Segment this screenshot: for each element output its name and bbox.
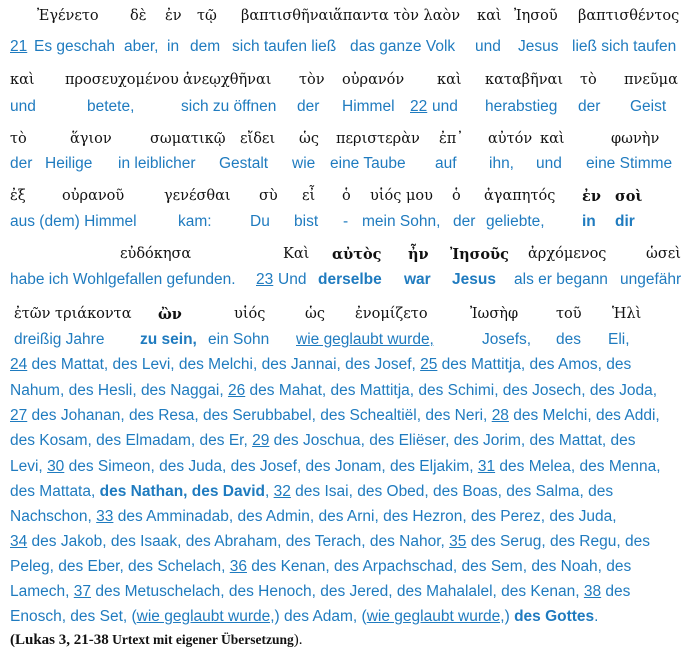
german-word: der <box>10 155 33 172</box>
line-text: , <box>265 483 274 500</box>
greek-word: εἴδει <box>240 131 276 147</box>
verse-number: 28 <box>491 407 509 424</box>
line-text-underlined: wie geglaubt wurde, <box>136 608 275 625</box>
greek-word: σὺ <box>259 188 278 204</box>
german-word: geliebte, <box>486 213 545 230</box>
line-text: des Joschua, des Eliëser, des Jorim, des Mattat, des <box>269 432 636 449</box>
verse-number: 30 <box>47 458 65 475</box>
verse-number: 32 <box>273 483 291 500</box>
german-word: und <box>475 38 501 55</box>
verse-number: 36 <box>229 558 247 575</box>
greek-word: φωνὴν <box>611 131 660 147</box>
line-text: des Jakob, des Isaak, des Abraham, des Terach, des Nahor, <box>27 533 450 550</box>
german-word: herabstieg <box>485 98 558 115</box>
german-word: und <box>10 98 36 115</box>
german-word: zu sein, <box>140 331 197 348</box>
line-text: ) des Adam, ( <box>274 608 367 625</box>
verse-number: 33 <box>96 508 114 525</box>
german-word: bist <box>294 213 319 230</box>
line-text: ) <box>504 608 515 625</box>
greek-word: Ἰωσὴφ <box>470 306 519 322</box>
greek-word: Ἰησοῦ <box>514 8 558 24</box>
citation-ref: (Lukas 3, 21-38 <box>10 632 109 648</box>
line-text: Levi, <box>10 458 48 475</box>
greek-word: ὡσεὶ <box>646 246 681 262</box>
genealogy-line <box>10 356 631 374</box>
german-word: Heilige <box>45 155 93 172</box>
line-text: des Kosam, des Elmadam, des Er, <box>10 432 253 449</box>
greek-word: Καὶ <box>283 246 310 262</box>
greek-word: καὶ <box>437 72 462 88</box>
greek-word: ὡς <box>299 131 319 147</box>
verse-number: 21 <box>10 38 28 55</box>
verse-number: 27 <box>10 407 28 424</box>
greek-word: σοὶ <box>615 188 643 205</box>
greek-word: Ἡλὶ <box>612 306 642 322</box>
german-word: Himmel <box>342 98 395 115</box>
german-word: sich taufen ließ <box>232 38 337 55</box>
german-word: in <box>167 38 180 55</box>
german-word: - <box>343 213 349 230</box>
german-word: dem <box>190 38 221 55</box>
german-word: Gestalt <box>219 155 269 172</box>
greek-word: τὸ <box>580 72 597 88</box>
german-word: der <box>453 213 476 230</box>
german-word: des <box>556 331 581 348</box>
greek-word: καὶ <box>540 131 565 147</box>
genealogy-line <box>10 483 613 501</box>
greek-word: οὐρανοῦ <box>62 188 125 204</box>
german-word: Jesus <box>452 271 496 288</box>
verse-number: 38 <box>583 583 602 600</box>
greek-word: δὲ <box>130 8 147 24</box>
line-text-underlined: wie geglaubt wurde, <box>366 608 505 625</box>
greek-word: αὐτόν <box>488 131 533 147</box>
verse-number: 22 <box>410 98 428 115</box>
genealogy-line <box>10 558 631 576</box>
greek-word: ἐπ᾽ <box>439 131 464 147</box>
greek-word: ἐν <box>582 188 601 205</box>
greek-word: ἐξ <box>10 188 26 204</box>
german-word: dreißig Jahre <box>14 331 105 348</box>
genealogy-line <box>10 458 661 476</box>
german-word: dir <box>615 213 635 230</box>
german-word: ungefähr <box>620 271 682 288</box>
line-text: Lamech, <box>10 583 74 600</box>
german-word: kam: <box>178 213 212 230</box>
german-word: Josefs, <box>482 331 532 348</box>
line-text: Nachschon, <box>10 508 97 525</box>
german-word: Jesus <box>518 38 559 55</box>
verse-number: 24 <box>10 356 28 373</box>
german-word: Geist <box>630 98 667 115</box>
line-text: des Serug, des Regu, des <box>466 533 650 550</box>
verse-number: 23 <box>256 271 274 288</box>
german-word: in <box>582 213 596 230</box>
line-text: des Metuschelach, des Henoch, des Jered, des Mahalalel, des Kenan, <box>91 583 584 600</box>
line-text: des Mahat, des Mattitja, des Schimi, des Josech, des Joda, <box>245 382 658 399</box>
greek-word: ἐνομίζετο <box>355 306 428 322</box>
german-word: Du <box>250 213 270 230</box>
greek-word: ὡς <box>305 306 325 322</box>
verse-number: 26 <box>227 382 246 399</box>
german-word: ihn, <box>489 155 514 172</box>
line-text: des Simeon, des Juda, des Josef, des Jonam, des Eljakim, <box>64 458 478 475</box>
greek-word: ἅγιον <box>70 131 112 147</box>
greek-word: καὶ <box>10 72 35 88</box>
german-word: war <box>404 271 431 288</box>
line-text: des <box>601 583 631 600</box>
greek-word: περιστερὰν <box>336 131 420 147</box>
greek-word: ἀνεῳχθῆναι <box>183 72 272 88</box>
german-word: wie geglaubt wurde, <box>296 331 434 348</box>
greek-word: καταβῆναι <box>485 72 564 88</box>
german-word: in leiblicher <box>118 155 196 172</box>
genealogy-line <box>10 432 636 450</box>
citation-close: ). <box>293 632 303 648</box>
greek-word: τοῦ <box>556 306 582 322</box>
line-text-bold: des Gottes <box>514 608 595 625</box>
greek-word: ὁ <box>342 188 351 204</box>
greek-word: τῷ <box>197 8 217 24</box>
genealogy-line <box>10 382 657 400</box>
german-word: ein Sohn <box>208 331 270 348</box>
german-word: mein Sohn, <box>362 213 441 230</box>
genealogy-line <box>10 533 650 551</box>
greek-word: ἦν <box>408 246 429 263</box>
greek-word: ἀρχόμενος <box>528 246 607 262</box>
german-word: als er begann <box>514 271 608 288</box>
genealogy-line <box>10 508 617 526</box>
greek-word: ὢν <box>158 306 182 323</box>
line-text-bold: des Nathan, des David <box>99 483 265 500</box>
german-word: eine Stimme <box>586 155 673 172</box>
line-text: Nahum, des Hesli, des Naggai, <box>10 382 228 399</box>
greek-word: βαπτισθῆναι <box>241 8 335 24</box>
greek-word: Ἐγένετο <box>37 8 99 24</box>
verse-number: 37 <box>73 583 92 600</box>
greek-word: τὸν <box>299 72 325 88</box>
german-word: Eli, <box>608 331 630 348</box>
genealogy-line <box>10 583 630 601</box>
german-word: und <box>432 98 458 115</box>
line-text: des Mattata, <box>10 483 100 500</box>
line-text: des Melea, des Menna, <box>495 458 661 475</box>
german-word: auf <box>435 155 457 172</box>
verse-number: 29 <box>252 432 270 449</box>
german-word: und <box>536 155 562 172</box>
german-word: der <box>578 98 601 115</box>
verse-number: 35 <box>449 533 467 550</box>
german-word: betete, <box>87 98 135 115</box>
german-word: ließ sich taufen <box>572 38 677 55</box>
greek-word: ἐτῶν τριάκοντα <box>14 306 132 322</box>
greek-word: υἱός <box>234 306 266 322</box>
german-word: der <box>297 98 320 115</box>
greek-word: σωματικῷ <box>150 131 226 147</box>
greek-word: εὐδόκησα <box>120 246 192 262</box>
german-word: aber, <box>124 38 159 55</box>
greek-word: υἱός μου <box>370 188 433 204</box>
verse-number: 25 <box>420 356 438 373</box>
greek-word: γενέσθαι <box>164 188 231 204</box>
line-text: des Mattat, des Levi, des Melchi, des Jannai, des Josef, <box>27 356 421 373</box>
line-text: des Isai, des Obed, des Boas, des Salma, des <box>290 483 614 500</box>
greek-word: οὐρανόν <box>342 72 405 88</box>
verse-number: 34 <box>10 533 28 550</box>
greek-word: Ἰησοῦς <box>450 246 509 263</box>
line-text: des Amminadab, des Admin, des Arni, des Hezron, des Perez, des Juda, <box>113 508 617 525</box>
line-text: des Johanan, des Resa, des Serubbabel, des Schealtiël, des Neri, <box>27 407 492 424</box>
german-word: sich zu öffnen <box>181 98 277 115</box>
verse-number: 31 <box>477 458 496 475</box>
greek-word: εἶ <box>302 188 316 204</box>
greek-word: βαπτισθέντος <box>578 8 680 24</box>
greek-word: ἀγαπητός <box>484 188 556 204</box>
german-word: Und <box>278 271 307 288</box>
greek-word: τὸ <box>10 131 27 147</box>
genealogy-line <box>10 407 660 425</box>
citation-note: Urtext mit eigener Übersetzung <box>108 632 294 647</box>
greek-word: ὁ <box>452 188 461 204</box>
greek-word: ἅπαντα τὸν λαὸν <box>333 8 461 24</box>
german-word: derselbe <box>318 271 382 288</box>
line-text: des Mattitja, des Amos, des <box>437 356 632 373</box>
greek-word: πνεῦμα <box>624 72 678 88</box>
german-word: habe ich Wohlgefallen gefunden. <box>10 271 236 288</box>
german-word: Es geschah <box>34 38 115 55</box>
greek-word: αὐτὸς <box>332 246 382 263</box>
german-word: wie <box>292 155 316 172</box>
german-word: eine Taube <box>330 155 406 172</box>
line-text: Enosch, des Set, ( <box>10 608 137 625</box>
german-word: aus (dem) Himmel <box>10 213 137 230</box>
german-word: das ganze Volk <box>350 38 456 55</box>
line-text: . <box>594 608 599 625</box>
line-text: des Kenan, des Arpachschad, des Sem, des Noah, des <box>246 558 632 575</box>
greek-word: ἐν <box>165 8 182 24</box>
genealogy-line <box>10 608 598 626</box>
greek-word: προσευχομένου <box>65 72 179 88</box>
source-citation <box>10 632 302 649</box>
line-text: des Melchi, des Addi, <box>508 407 660 424</box>
greek-word: καὶ <box>477 8 502 24</box>
line-text: Peleg, des Eber, des Schelach, <box>10 558 230 575</box>
